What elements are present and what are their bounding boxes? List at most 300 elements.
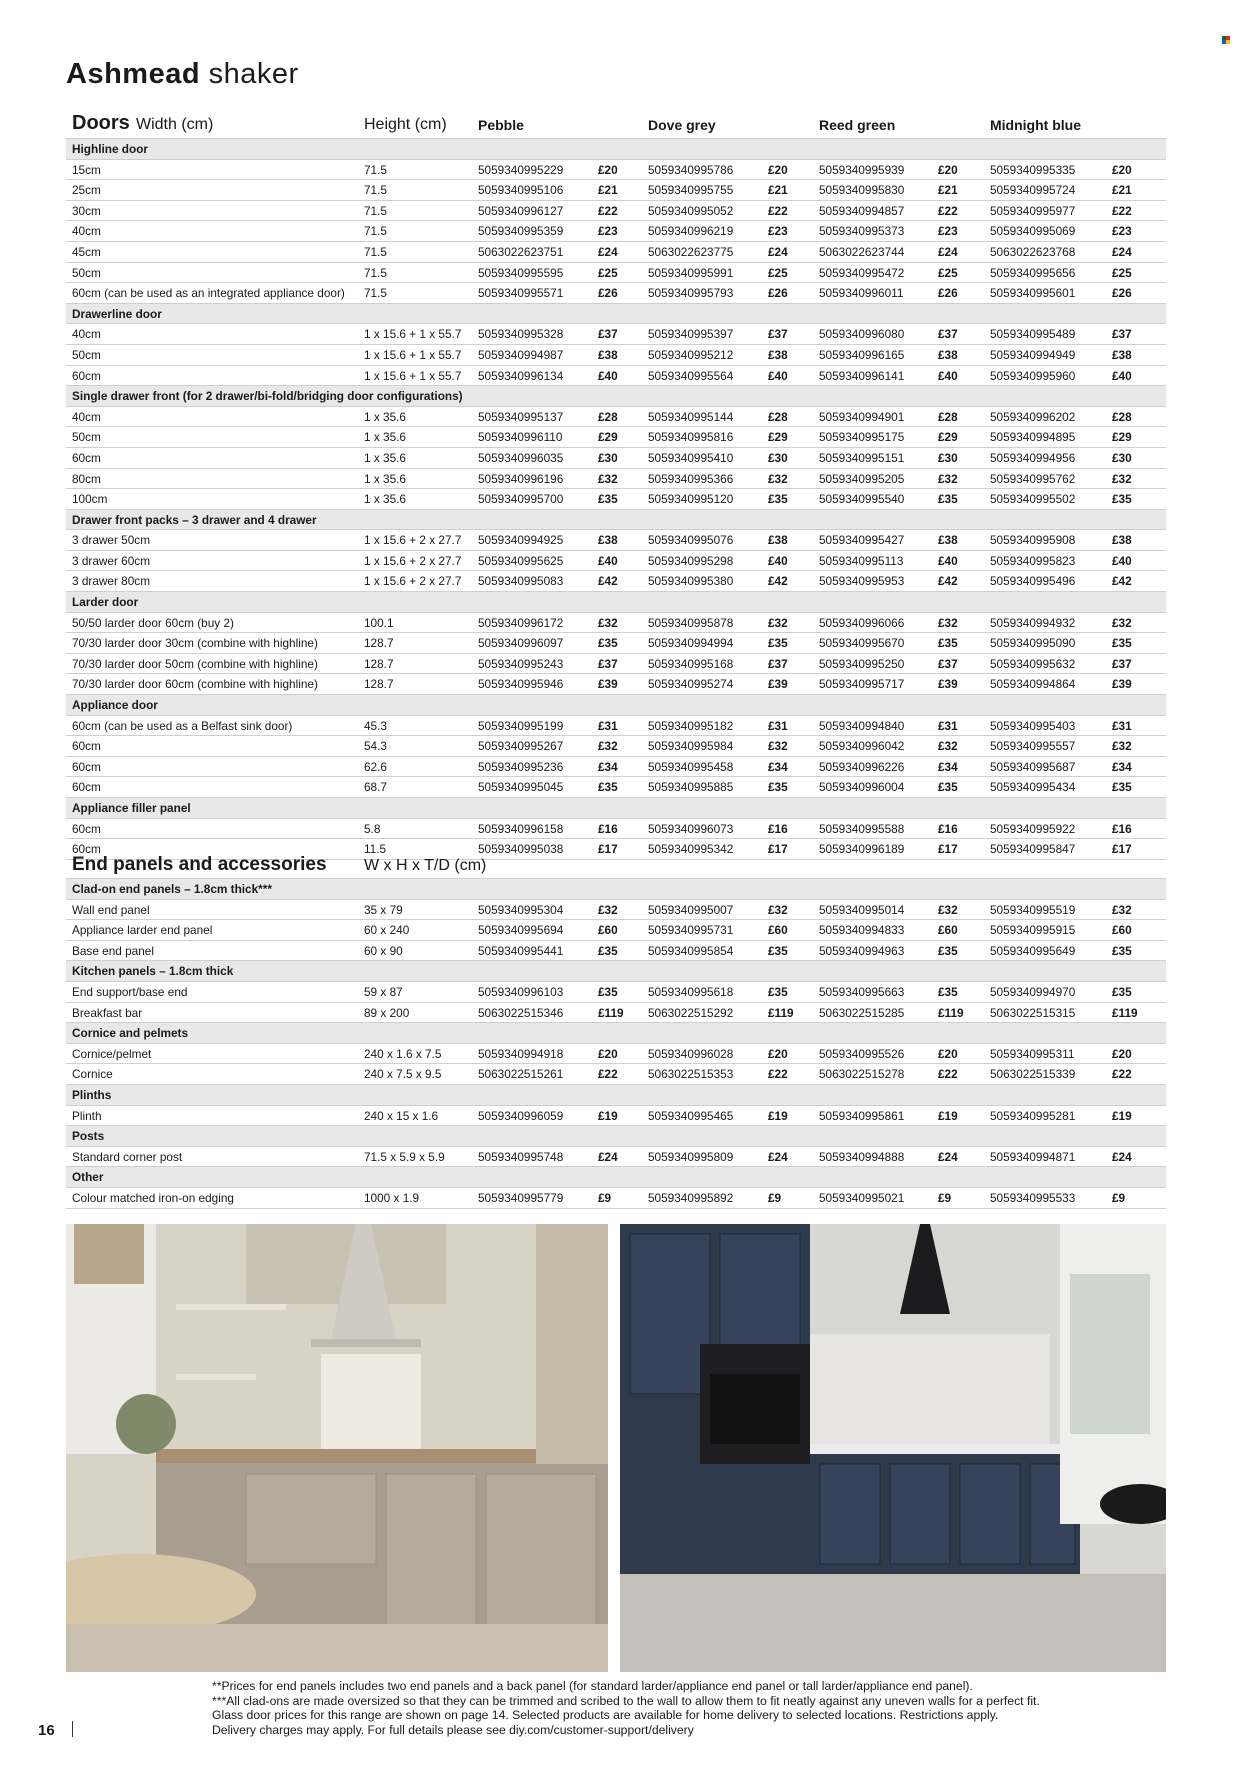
item-description: 3 drawer 60cm — [72, 553, 151, 568]
item-dimensions: 240 x 15 x 1.6 — [364, 1108, 439, 1123]
reed-green-price: £32 — [938, 615, 958, 630]
midnight-blue-code: 5063022515315 — [990, 1005, 1076, 1020]
reed-green-price: £22 — [938, 203, 958, 218]
midnight-blue-price: £38 — [1112, 533, 1132, 548]
midnight-blue-code: 5059340995335 — [990, 162, 1076, 177]
pebble-code: 5059340995304 — [478, 902, 564, 917]
reed-green-price: £37 — [938, 327, 958, 342]
dove-grey-code: 5063022515353 — [648, 1067, 734, 1082]
dove-grey-code: 5059340995274 — [648, 677, 734, 692]
midnight-blue-code: 5059340995915 — [990, 923, 1076, 938]
item-description: 40cm — [72, 327, 101, 342]
midnight-blue-code: 5059340995908 — [990, 533, 1076, 548]
dove-grey-code: 5059340995731 — [648, 923, 734, 938]
table-row — [66, 324, 1166, 345]
reed-green-code: 5059340995427 — [819, 533, 905, 548]
reed-green-price: £38 — [938, 347, 958, 362]
dove-grey-code: 5059340995892 — [648, 1190, 734, 1205]
reed-green-code: 5059340996080 — [819, 327, 905, 342]
table-row — [66, 427, 1166, 448]
table-row — [66, 941, 1166, 962]
section-row — [66, 1167, 1166, 1188]
reed-green-code: 5059340995151 — [819, 450, 905, 465]
pebble-price: £32 — [598, 615, 618, 630]
pebble-price: £17 — [598, 842, 618, 857]
midnight-blue-price: £60 — [1112, 923, 1132, 938]
dove-grey-code: 5059340995380 — [648, 574, 734, 589]
dove-grey-price: £32 — [768, 471, 788, 486]
midnight-blue-code: 5059340995502 — [990, 492, 1076, 507]
midnight-blue-code: 5063022623768 — [990, 244, 1076, 259]
midnight-blue-code: 5059340995687 — [990, 759, 1076, 774]
midnight-blue-code: 5059340994864 — [990, 677, 1076, 692]
midnight-blue-code: 5059340994932 — [990, 615, 1076, 630]
reed-green-code: 5059340996165 — [819, 347, 905, 362]
midnight-blue-code: 5059340995403 — [990, 718, 1076, 733]
item-dimensions: 100.1 — [364, 615, 394, 630]
item-dimensions: 1 x 15.6 + 2 x 27.7 — [364, 533, 462, 548]
table-row — [66, 489, 1166, 510]
pebble-price: £35 — [598, 943, 618, 958]
pebble-price: £39 — [598, 677, 618, 692]
dove-grey-code: 5059340995366 — [648, 471, 734, 486]
midnight-blue-code: 5059340995922 — [990, 821, 1076, 836]
dove-grey-code: 5059340995816 — [648, 430, 734, 445]
section-label: Single drawer front (for 2 drawer/bi-fold/bridging door configurations) — [72, 389, 463, 404]
midnight-blue-price: £31 — [1112, 718, 1132, 733]
pebble-code: 5059340995779 — [478, 1190, 564, 1205]
midnight-blue-price: £37 — [1112, 656, 1132, 671]
table-row — [66, 530, 1166, 551]
midnight-blue-price: £30 — [1112, 450, 1132, 465]
dove-grey-code: 5059340995809 — [648, 1149, 734, 1164]
page-number: 16 — [38, 1722, 55, 1739]
reed-green-code: 5059340996226 — [819, 759, 905, 774]
pebble-code: 5059340995106 — [478, 183, 564, 198]
section-row — [66, 510, 1166, 531]
pebble-code: 5063022515261 — [478, 1067, 564, 1082]
table-row — [66, 920, 1166, 941]
item-description: 80cm — [72, 471, 101, 486]
dove-grey-price: £40 — [768, 553, 788, 568]
reed-green-code: 5059340994901 — [819, 409, 905, 424]
pebble-price: £28 — [598, 409, 618, 424]
reed-green-price: £37 — [938, 656, 958, 671]
dove-grey-code: 5059340995984 — [648, 739, 734, 754]
pebble-price: £38 — [598, 533, 618, 548]
table-row — [66, 900, 1166, 921]
pebble-code: 5059340996103 — [478, 984, 564, 999]
dove-grey-price: £32 — [768, 902, 788, 917]
reed-green-code: 5063022515278 — [819, 1067, 905, 1082]
section-label: Other — [72, 1170, 104, 1185]
midnight-blue-code: 5059340995090 — [990, 636, 1076, 651]
midnight-blue-price: £32 — [1112, 902, 1132, 917]
dove-grey-code: 5063022515292 — [648, 1005, 734, 1020]
dove-grey-code: 5059340996028 — [648, 1046, 734, 1061]
item-dimensions: 45.3 — [364, 718, 387, 733]
item-description: 50cm — [72, 347, 101, 362]
table-row — [66, 1147, 1166, 1168]
midnight-blue-code: 5059340995281 — [990, 1108, 1076, 1123]
midnight-blue-price: £22 — [1112, 203, 1132, 218]
midnight-blue-code: 5059340995069 — [990, 224, 1076, 239]
dove-grey-code: 5059340995618 — [648, 984, 734, 999]
midnight-blue-code: 5059340995601 — [990, 286, 1076, 301]
reed-green-price: £38 — [938, 533, 958, 548]
page-number-divider — [72, 1721, 73, 1737]
item-description: 60cm — [72, 842, 101, 857]
item-description: 60cm (can be used as a Belfast sink door) — [72, 718, 293, 733]
dove-grey-price: £35 — [768, 943, 788, 958]
item-description: 70/30 larder door 30cm (combine with highline) — [72, 636, 318, 651]
item-dimensions: 1 x 15.6 + 2 x 27.7 — [364, 553, 462, 568]
reed-green-price: £26 — [938, 286, 958, 301]
pebble-code: 5059340996196 — [478, 471, 564, 486]
reed-green-price: £22 — [938, 1067, 958, 1082]
section-label: Highline door — [72, 142, 149, 156]
midnight-blue-code: 5059340995724 — [990, 183, 1076, 198]
reed-green-code: 5059340995021 — [819, 1190, 905, 1205]
reed-green-price: £35 — [938, 943, 958, 958]
item-dimensions: 128.7 — [364, 677, 394, 692]
item-dimensions: 1 x 15.6 + 1 x 55.7 — [364, 347, 462, 362]
midnight-blue-code: 5059340995434 — [990, 780, 1076, 795]
midnight-blue-price: £16 — [1112, 821, 1132, 836]
table-row — [66, 407, 1166, 428]
item-dimensions: 35 x 79 — [364, 902, 403, 917]
item-description: Cornice/pelmet — [72, 1046, 152, 1061]
midnight-blue-code: 5059340995977 — [990, 203, 1076, 218]
midnight-blue-price: £28 — [1112, 409, 1132, 424]
dove-grey-price: £26 — [768, 286, 788, 301]
panels-heading: End panels and accessories — [72, 854, 327, 875]
table-row — [66, 263, 1166, 284]
item-description: Appliance larder end panel — [72, 923, 213, 938]
pebble-price: £35 — [598, 636, 618, 651]
dove-grey-price: £24 — [768, 244, 788, 259]
dove-grey-price: £34 — [768, 759, 788, 774]
width-header: Width (cm) — [136, 116, 214, 133]
range-style: shaker — [208, 58, 299, 90]
midnight-blue-price: £24 — [1112, 1149, 1132, 1164]
dove-grey-price: £35 — [768, 780, 788, 795]
reed-green-code: 5059340995526 — [819, 1046, 905, 1061]
doors-table — [66, 139, 1166, 860]
item-dimensions: 71.5 — [364, 183, 387, 198]
pebble-code: 5059340994918 — [478, 1046, 564, 1061]
dove-grey-code: 5059340995564 — [648, 368, 734, 383]
midnight-blue-code: 5059340995632 — [990, 656, 1076, 671]
pebble-price: £23 — [598, 224, 618, 239]
pebble-price: £24 — [598, 1149, 618, 1164]
pebble-code: 5059340996127 — [478, 203, 564, 218]
midnight-blue-code: 5059340994970 — [990, 984, 1076, 999]
item-dimensions: 240 x 1.6 x 7.5 — [364, 1046, 442, 1061]
section-label: Cornice and pelmets — [72, 1026, 189, 1041]
pebble-code: 5059340995236 — [478, 759, 564, 774]
table-row — [66, 1188, 1166, 1209]
dove-grey-code: 5059340995298 — [648, 553, 734, 568]
page-title — [66, 58, 299, 91]
item-dimensions: 1000 x 1.9 — [364, 1190, 420, 1205]
pebble-price: £29 — [598, 430, 618, 445]
table-row — [66, 551, 1166, 572]
reed-green-price: £40 — [938, 368, 958, 383]
item-description: 15cm — [72, 162, 101, 177]
pebble-price: £37 — [598, 656, 618, 671]
dove-grey-code: 5059340995120 — [648, 492, 734, 507]
pebble-price: £42 — [598, 574, 618, 589]
midnight-blue-code: 5059340994871 — [990, 1149, 1076, 1164]
item-dimensions: 89 x 200 — [364, 1005, 410, 1020]
section-label: Plinths — [72, 1087, 112, 1102]
reed-green-code: 5059340995953 — [819, 574, 905, 589]
dove-grey-price: £20 — [768, 1046, 788, 1061]
pebble-code: 5059340996059 — [478, 1108, 564, 1123]
midnight-blue-code: 5059340996202 — [990, 409, 1076, 424]
midnight-blue-price: £42 — [1112, 574, 1132, 589]
section-label: Posts — [72, 1129, 105, 1144]
colour-header-midnight-blue: Midnight blue — [990, 117, 1081, 133]
item-description: 70/30 larder door 60cm (combine with highline) — [72, 677, 318, 692]
section-label: Appliance filler panel — [72, 801, 191, 815]
reed-green-code: 5063022623744 — [819, 244, 905, 259]
item-dimensions: 71.5 — [364, 286, 387, 301]
reed-green-code: 5059340994857 — [819, 203, 905, 218]
item-dimensions: 1 x 35.6 — [364, 430, 406, 445]
reed-green-price: £60 — [938, 923, 958, 938]
item-description: 60cm — [72, 780, 101, 795]
colour-header-dove-grey: Dove grey — [648, 117, 716, 133]
panels-table-header — [66, 850, 1166, 879]
midnight-blue-code: 5059340995656 — [990, 265, 1076, 280]
footnote: Glass door prices for this range are shown on page 14. Selected products are available for home delivery to selected locations. Restrictions apply. — [212, 1708, 999, 1723]
pebble-code: 5059340995946 — [478, 677, 564, 692]
pebble-code: 5059340994987 — [478, 347, 564, 362]
reed-green-price: £34 — [938, 759, 958, 774]
dove-grey-price: £37 — [768, 327, 788, 342]
midnight-blue-price: £35 — [1112, 636, 1132, 651]
midnight-blue-price: £35 — [1112, 943, 1132, 958]
pebble-code: 5059340995083 — [478, 574, 564, 589]
dove-grey-code: 5059340996219 — [648, 224, 734, 239]
item-dimensions: 128.7 — [364, 636, 394, 651]
item-description: 60cm — [72, 739, 101, 754]
reed-green-code: 5063022515285 — [819, 1005, 905, 1020]
dove-grey-code: 5059340995991 — [648, 265, 734, 280]
footnote: ***All clad-ons are made oversized so that they can be trimmed and scribed to the wall to allow them to fit neatly against any uneven walls for a perfect fit. — [212, 1693, 1040, 1708]
panels-table — [66, 879, 1166, 1209]
reed-green-code: 5059340995663 — [819, 984, 905, 999]
pebble-code: 5059340995359 — [478, 224, 564, 239]
dove-grey-code: 5059340994994 — [648, 636, 734, 651]
midnight-blue-price: £21 — [1112, 183, 1132, 198]
pebble-price: £35 — [598, 984, 618, 999]
midnight-blue-code: 5059340995823 — [990, 553, 1076, 568]
pebble-code: 5059340994925 — [478, 533, 564, 548]
table-row — [66, 180, 1166, 201]
reed-green-price: £9 — [938, 1190, 952, 1205]
dove-grey-price: £19 — [768, 1108, 788, 1123]
table-row — [66, 716, 1166, 737]
midnight-blue-price: £17 — [1112, 842, 1132, 857]
item-description: 60cm — [72, 821, 101, 836]
reed-green-price: £17 — [938, 842, 958, 857]
pebble-code: 5059340995571 — [478, 286, 564, 301]
pebble-price: £16 — [598, 821, 618, 836]
dove-grey-price: £28 — [768, 409, 788, 424]
dove-grey-price: £35 — [768, 984, 788, 999]
item-description: 45cm — [72, 244, 101, 259]
reed-green-code: 5059340994963 — [819, 943, 905, 958]
item-dimensions: 59 x 87 — [364, 984, 403, 999]
item-description: 60cm — [72, 368, 101, 383]
reed-green-code: 5059340996141 — [819, 368, 905, 383]
dove-grey-code: 5059340995885 — [648, 780, 734, 795]
pebble-price: £60 — [598, 923, 618, 938]
pebble-price: £35 — [598, 492, 618, 507]
midnight-blue-price: £38 — [1112, 347, 1132, 362]
pebble-price: £21 — [598, 183, 618, 198]
midnight-blue-code: 5059340995960 — [990, 368, 1076, 383]
kitchen-photo-pebble — [66, 1224, 608, 1672]
dove-grey-code: 5059340995182 — [648, 718, 734, 733]
dove-grey-code: 5059340995144 — [648, 409, 734, 424]
pebble-code: 5059340995267 — [478, 739, 564, 754]
reed-green-code: 5059340996042 — [819, 739, 905, 754]
reed-green-code: 5059340996066 — [819, 615, 905, 630]
dove-grey-code: 5059340995007 — [648, 902, 734, 917]
dove-grey-code: 5059340995052 — [648, 203, 734, 218]
dove-grey-code: 5059340995854 — [648, 943, 734, 958]
midnight-blue-price: £39 — [1112, 677, 1132, 692]
dove-grey-price: £119 — [768, 1005, 794, 1020]
table-row — [66, 982, 1166, 1003]
reed-green-price: £32 — [938, 739, 958, 754]
section-label: Drawerline door — [72, 306, 162, 321]
item-description: End support/base end — [72, 984, 188, 999]
section-label: Larder door — [72, 595, 139, 610]
section-row — [66, 1126, 1166, 1147]
table-row — [66, 1064, 1166, 1085]
pebble-price: £19 — [598, 1108, 618, 1123]
pebble-code: 5059340996172 — [478, 615, 564, 630]
reed-green-price: £25 — [938, 265, 958, 280]
pebble-code: 5059340995595 — [478, 265, 564, 280]
reed-green-price: £119 — [938, 1005, 964, 1020]
dove-grey-price: £38 — [768, 533, 788, 548]
dove-grey-price: £20 — [768, 162, 788, 177]
dove-grey-price: £24 — [768, 1149, 788, 1164]
dove-grey-price: £38 — [768, 347, 788, 362]
reed-green-price: £35 — [938, 984, 958, 999]
section-row — [66, 139, 1166, 160]
table-row — [66, 221, 1166, 242]
reed-green-price: £28 — [938, 409, 958, 424]
reed-green-price: £32 — [938, 471, 958, 486]
colour-header-pebble: Pebble — [478, 117, 524, 133]
reed-green-code: 5059340995588 — [819, 821, 905, 836]
doors-table-header — [66, 110, 1166, 139]
section-row — [66, 798, 1166, 819]
table-row — [66, 674, 1166, 695]
pebble-code: 5059340995328 — [478, 327, 564, 342]
pebble-price: £32 — [598, 739, 618, 754]
reed-green-code: 5059340995717 — [819, 677, 905, 692]
dove-grey-price: £39 — [768, 677, 788, 692]
item-dimensions: 71.5 — [364, 265, 387, 280]
reed-green-price: £20 — [938, 1046, 958, 1061]
table-row — [66, 633, 1166, 654]
pebble-code: 5059340995045 — [478, 780, 564, 795]
reed-green-price: £35 — [938, 636, 958, 651]
pebble-code: 5059340996134 — [478, 368, 564, 383]
dove-grey-price: £30 — [768, 450, 788, 465]
dove-grey-code: 5059340995786 — [648, 162, 734, 177]
pebble-price: £31 — [598, 718, 618, 733]
dove-grey-price: £23 — [768, 224, 788, 239]
pebble-code: 5063022623751 — [478, 244, 564, 259]
pebble-price: £34 — [598, 759, 618, 774]
midnight-blue-price: £32 — [1112, 615, 1132, 630]
item-description: 40cm — [72, 409, 101, 424]
reed-green-code: 5059340995205 — [819, 471, 905, 486]
midnight-blue-price: £32 — [1112, 739, 1132, 754]
table-row — [66, 469, 1166, 490]
section-row — [66, 961, 1166, 982]
midnight-blue-code: 5059340995533 — [990, 1190, 1076, 1205]
midnight-blue-price: £23 — [1112, 224, 1132, 239]
item-dimensions: 1 x 15.6 + 1 x 55.7 — [364, 327, 462, 342]
midnight-blue-code: 5059340995489 — [990, 327, 1076, 342]
brand-mark — [1222, 36, 1230, 44]
pebble-code: 5059340996097 — [478, 636, 564, 651]
pebble-code: 5059340995229 — [478, 162, 564, 177]
dove-grey-code: 5059340995410 — [648, 450, 734, 465]
item-description: 50cm — [72, 430, 101, 445]
pebble-price: £38 — [598, 347, 618, 362]
pebble-code: 5063022515346 — [478, 1005, 564, 1020]
table-row — [66, 571, 1166, 592]
reed-green-code: 5059340994888 — [819, 1149, 905, 1164]
reed-green-code: 5059340995861 — [819, 1108, 905, 1123]
dove-grey-price: £35 — [768, 492, 788, 507]
midnight-blue-price: £40 — [1112, 553, 1132, 568]
item-description: 60cm (can be used as an integrated appliance door) — [72, 286, 345, 301]
midnight-blue-price: £29 — [1112, 430, 1132, 445]
table-row — [66, 1106, 1166, 1127]
pebble-price: £40 — [598, 368, 618, 383]
pebble-code: 5059340996035 — [478, 450, 564, 465]
item-dimensions: 240 x 7.5 x 9.5 — [364, 1067, 442, 1082]
item-dimensions: 1 x 15.6 + 2 x 27.7 — [364, 574, 462, 589]
table-row — [66, 1003, 1166, 1024]
table-row — [66, 242, 1166, 263]
dove-grey-price: £42 — [768, 574, 788, 589]
section-row — [66, 304, 1166, 325]
midnight-blue-price: £35 — [1112, 492, 1132, 507]
pebble-price: £30 — [598, 450, 618, 465]
reed-green-price: £24 — [938, 244, 958, 259]
pebble-price: £32 — [598, 902, 618, 917]
midnight-blue-code: 5059340995649 — [990, 943, 1076, 958]
item-dimensions: 1 x 35.6 — [364, 471, 406, 486]
reed-green-code: 5059340995113 — [819, 553, 904, 568]
item-dimensions: 71.5 — [364, 244, 387, 259]
reed-green-code: 5059340996004 — [819, 780, 905, 795]
pebble-code: 5059340996110 — [478, 430, 563, 445]
